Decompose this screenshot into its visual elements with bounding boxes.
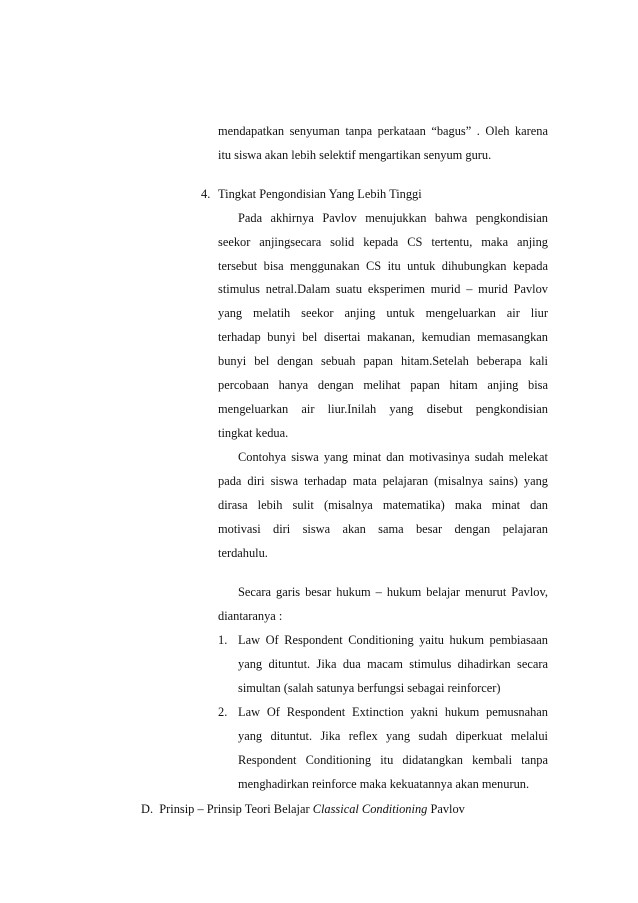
list-number: 4.: [201, 187, 211, 201]
text-line: percobaan hanya dengan melihat papan hitam anjing bisa: [218, 378, 548, 392]
heading-prefix: Prinsip – Prinsip Teori Belajar: [159, 802, 310, 816]
list-item-line: simultan (salah satunya berfungsi sebagai reinforcer): [238, 681, 501, 695]
text-line: tersebut bisa menggunakan CS itu untuk dihubungkan kepada: [218, 259, 548, 273]
text-line: stimulus netral.Dalam suatu eksperimen murid – murid Pavlov: [218, 282, 548, 296]
text-line: pada diri siswa terhadap mata pelajaran (misalnya sains) yang: [218, 474, 548, 488]
text-line: mendapatkan senyuman tanpa perkataan “bagus” . Oleh karena: [218, 124, 548, 138]
text-line: Pada akhirnya Pavlov menujukkan bahwa pengkondisian: [238, 211, 548, 225]
text-line: motivasi diri siswa akan sama besar dengan pelajaran: [218, 522, 548, 536]
text-line: seekor anjingsecara solid kepada CS tertentu, maka anjing: [218, 235, 548, 249]
list-number: 2.: [218, 705, 228, 719]
text-line: yang melatih seekor anjing untuk mengeluarkan air liur: [218, 306, 548, 320]
list-number: 1.: [218, 633, 228, 647]
heading-letter: D.: [141, 802, 154, 816]
text-line: dirasa lebih sulit (misalnya matematika) maka minat dan: [218, 498, 548, 512]
list-item-line: Law Of Respondent Extinction yakni hukum pemusnahan: [238, 705, 548, 719]
list-item-line: menghadirkan reinforce maka kekuatannya akan menurun.: [238, 777, 530, 791]
list-item-line: yang dituntut. Jika dua macam stimulus dihadirkan secara: [238, 657, 548, 671]
text-line: terhadap bunyi bel disertai makanan, kemudian memasangkan: [218, 330, 548, 344]
list-item-line: yang dituntut. Jika reflex yang sudah diperkuat melalui: [238, 729, 548, 743]
text-line: itu siswa akan lebih selektif mengartikan senyum guru.: [218, 148, 492, 162]
text-line: Contohya siswa yang minat dan motivasinya sudah melekat: [238, 450, 548, 464]
text-line: terdahulu.: [218, 546, 268, 560]
text-line: Secara garis besar hukum – hukum belajar menurut Pavlov,: [238, 585, 548, 599]
list-item-line: Respondent Conditioning itu didatangkan kembali tanpa: [238, 753, 548, 767]
heading-italic: Classical Conditioning: [312, 802, 428, 816]
text-line: bunyi bel dengan sebuah papan hitam.Setelah beberapa kali: [218, 354, 548, 368]
text-line: diantaranya :: [218, 609, 283, 623]
heading-suffix: Pavlov: [430, 802, 465, 816]
section-heading: [141, 803, 465, 815]
text-line: tingkat kedua.: [218, 426, 289, 440]
text-line: mengeluarkan air liur.Inilah yang disebut pengkondisian: [218, 402, 548, 416]
list-item-line: Law Of Respondent Conditioning yaitu hukum pembiasaan: [238, 633, 548, 647]
section-title: Tingkat Pengondisian Yang Lebih Tinggi: [218, 187, 422, 201]
